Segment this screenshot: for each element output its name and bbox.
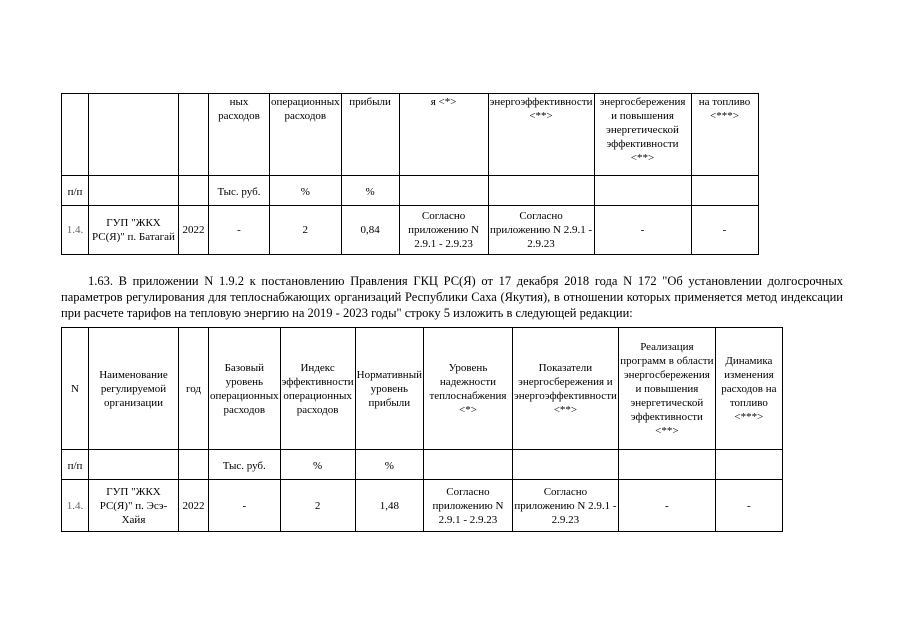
table-row — [62, 206, 759, 255]
header-cell: Индекс эффективности операционных расходов — [280, 328, 355, 450]
table-units-row — [62, 450, 783, 480]
value-cell: Согласно приложению N 2.9.1 - 2.9.23 — [488, 206, 594, 255]
header-cell: на топливо <***> — [691, 94, 758, 176]
table-header-row — [62, 328, 783, 450]
table-header-row — [62, 94, 759, 176]
header-cell: Реализация программ в области энергосбережения и повышения энергетической эффективности <**> — [618, 328, 715, 450]
value-cell: - — [594, 206, 691, 255]
tariff-table-bottom — [61, 327, 783, 532]
table-units-row — [62, 176, 759, 206]
units-cell — [399, 176, 488, 206]
value-cell: 0,84 — [341, 206, 399, 255]
header-cell: ных расходов — [209, 94, 270, 176]
year-cell: 2022 — [179, 480, 209, 532]
header-cell: N — [62, 328, 89, 450]
value-cell: - — [618, 480, 715, 532]
header-cell: я <*> — [399, 94, 488, 176]
header-cell: прибыли — [341, 94, 399, 176]
units-cell: % — [270, 176, 342, 206]
value-cell: - — [209, 206, 270, 255]
organization-cell: ГУП "ЖКХ РС(Я)" п. Батагай — [89, 206, 179, 255]
row-number-cell: 1.4. — [62, 206, 89, 255]
units-cell — [89, 450, 179, 480]
units-cell: Тыс. руб. — [209, 176, 270, 206]
value-cell: Согласно приложению N 2.9.1 - 2.9.23 — [423, 480, 512, 532]
value-cell: - — [209, 480, 281, 532]
value-cell: Согласно приложению N 2.9.1 - 2.9.23 — [399, 206, 488, 255]
header-cell — [89, 94, 179, 176]
units-cell — [618, 450, 715, 480]
value-cell: - — [715, 480, 782, 532]
units-cell: % — [355, 450, 423, 480]
units-cell — [423, 450, 512, 480]
year-cell: 2022 — [179, 206, 209, 255]
row-number-cell: 1.4. — [62, 480, 89, 532]
header-cell: Нормативный уровень прибыли — [355, 328, 423, 450]
units-cell: Тыс. руб. — [209, 450, 281, 480]
units-cell — [594, 176, 691, 206]
value-cell: 2 — [280, 480, 355, 532]
header-cell: энергоэффективности <**> — [488, 94, 594, 176]
header-cell — [62, 94, 89, 176]
units-cell — [512, 450, 618, 480]
header-cell: Показатели энергосбережения и энергоэффективности <**> — [512, 328, 618, 450]
value-cell: - — [691, 206, 758, 255]
units-cell: % — [280, 450, 355, 480]
header-cell: Базовый уровень операционных расходов — [209, 328, 281, 450]
units-cell — [179, 176, 209, 206]
value-cell: 1,48 — [355, 480, 423, 532]
units-cell — [488, 176, 594, 206]
header-cell — [179, 94, 209, 176]
header-cell: Динамика изменения расходов на топливо <***> — [715, 328, 782, 450]
units-cell: п/п — [62, 450, 89, 480]
header-cell: операционных расходов — [270, 94, 342, 176]
organization-cell: ГУП "ЖКХ РС(Я)" п. Эсэ-Хайя — [89, 480, 179, 532]
header-cell: Уровень надежности теплоснабжения <*> — [423, 328, 512, 450]
header-cell: энергосбережения и повышения энергетической эффективности <**> — [594, 94, 691, 176]
tariff-table-top — [61, 93, 759, 255]
header-cell: год — [179, 328, 209, 450]
value-cell: 2 — [270, 206, 342, 255]
units-cell: % — [341, 176, 399, 206]
table-row — [62, 480, 783, 532]
header-cell: Наименование регулируемой организации — [89, 328, 179, 450]
units-cell: п/п — [62, 176, 89, 206]
units-cell — [715, 450, 782, 480]
units-cell — [179, 450, 209, 480]
amendment-paragraph: 1.63. В приложении N 1.9.2 к постановлению Правления ГКЦ РС(Я) от 17 декабря 2018 года N 172 "Об установлении долгосрочных параметров регулирования для теплоснабжающих организаций Республики Саха (Якутия), в отношении которых применяется метод индексации при расчете тарифов на тепловую энергию на 2019 - 2023 годы" строку 5 изложить в следующей редакции: — [61, 273, 843, 320]
value-cell: Согласно приложению N 2.9.1 - 2.9.23 — [512, 480, 618, 532]
units-cell — [89, 176, 179, 206]
units-cell — [691, 176, 758, 206]
